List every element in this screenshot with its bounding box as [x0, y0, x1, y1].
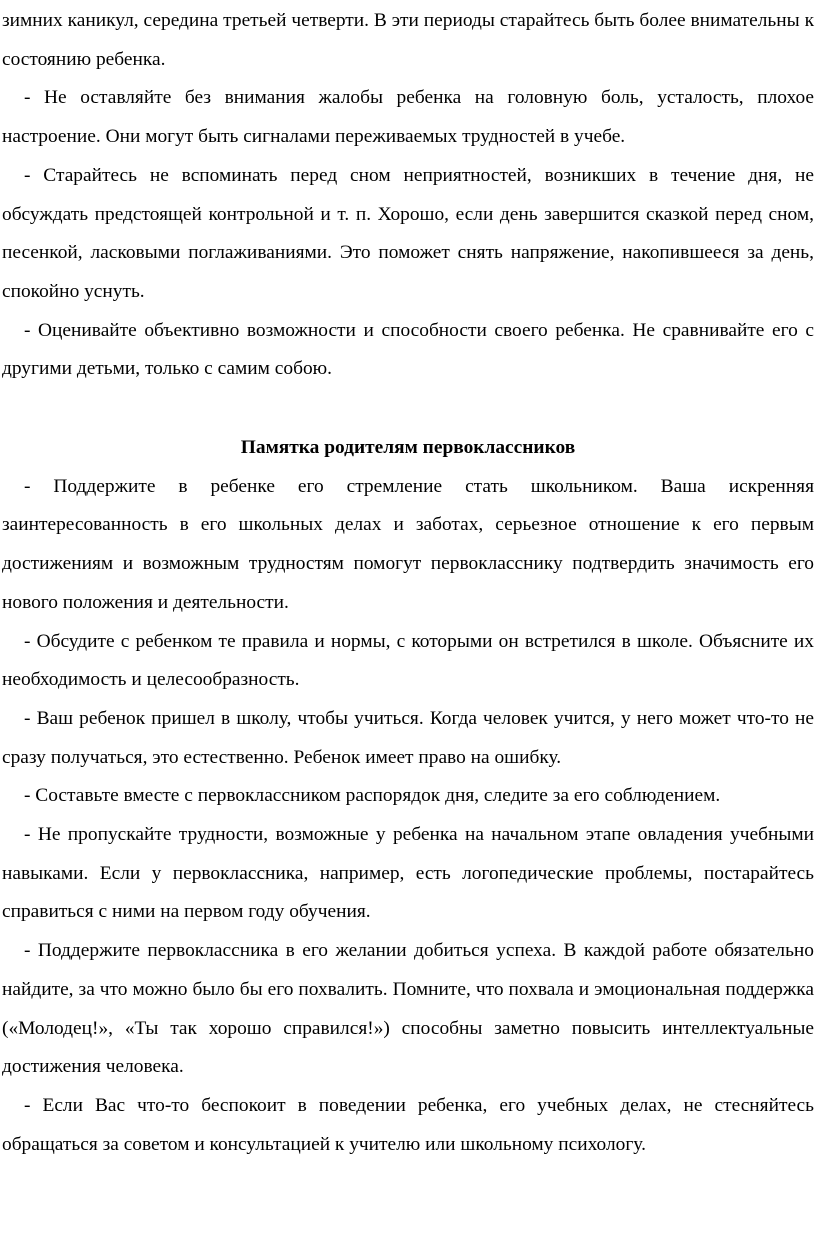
memo-paragraph: - Не пропускайте трудности, возможные у ребенка на начальном этапе овладения учебными навыками. Если у первоклассника, например, есть логопедические проблемы, постарайтесь справиться с ними на первом году обучения. [2, 824, 814, 923]
document-page [2, 2, 814, 1164]
memo-paragraph: - Составьте вместе с первоклассником распорядок дня, следите за его соблюдением. [24, 785, 721, 807]
memo-paragraph: - Ваш ребенок пришел в школу, чтобы учиться. Когда человек учится, у него может что-то не сразу получаться, это естественно. Ребенок имеет право на ошибку. [2, 707, 814, 768]
memo-paragraph: - Поддержите первоклассника в его желании добиться успеха. В каждой работе обязательно найдите, за что можно было бы его похвалить. Помните, что похвала и эмоциональная поддержка («Молодец!», «Ты так хорошо справился!») способны заметно повысить интеллектуальные достижения человека. [2, 940, 814, 1078]
memo-paragraph: - Поддержите в ребенке его стремление стать школьником. Ваша искренняя заинтересованность в его школьных делах и заботах, серьезное отношение к его первым достижениям и возможным трудностям помогут первокласснику подтвердить значимость его нового положения и деятельности. [2, 475, 814, 613]
memo-title: Памятка родителям первоклассников [240, 437, 576, 459]
continuation-paragraph: зимних каникул, середина третьей четверти. В эти периоды старайтесь быть более внимательны к состоянию ребенка. [2, 10, 814, 70]
section-spacer [2, 389, 814, 429]
advice-paragraph: - Старайтесь не вспоминать перед сном неприятностей, возникших в течение дня, не обсуждать предстоящей контрольной и т. п. Хорошо, если день завершится сказкой перед сном, песенкой, ласковыми поглаживаниями. Это поможет снять напряжение, накопившееся за день, спокойно уснуть. [2, 164, 814, 302]
advice-paragraph: - Оценивайте объективно возможности и способности своего ребенка. Не сравнивайте его с другими детьми, только с самим собою. [2, 319, 814, 380]
memo-paragraph: - Если Вас что-то беспокоит в поведении ребенка, его учебных делах, не стесняйтесь обращаться за советом и консультацией к учителю или школьному психологу. [2, 1094, 814, 1155]
advice-paragraph: - Не оставляйте без внимания жалобы ребенка на головную боль, усталость, плохое настроение. Они могут быть сигналами переживаемых трудностей в учебе. [2, 87, 814, 148]
memo-paragraph: - Обсудите с ребенком те правила и нормы, с которыми он встретился в школе. Объясните их необходимость и целесообразность. [2, 630, 814, 691]
